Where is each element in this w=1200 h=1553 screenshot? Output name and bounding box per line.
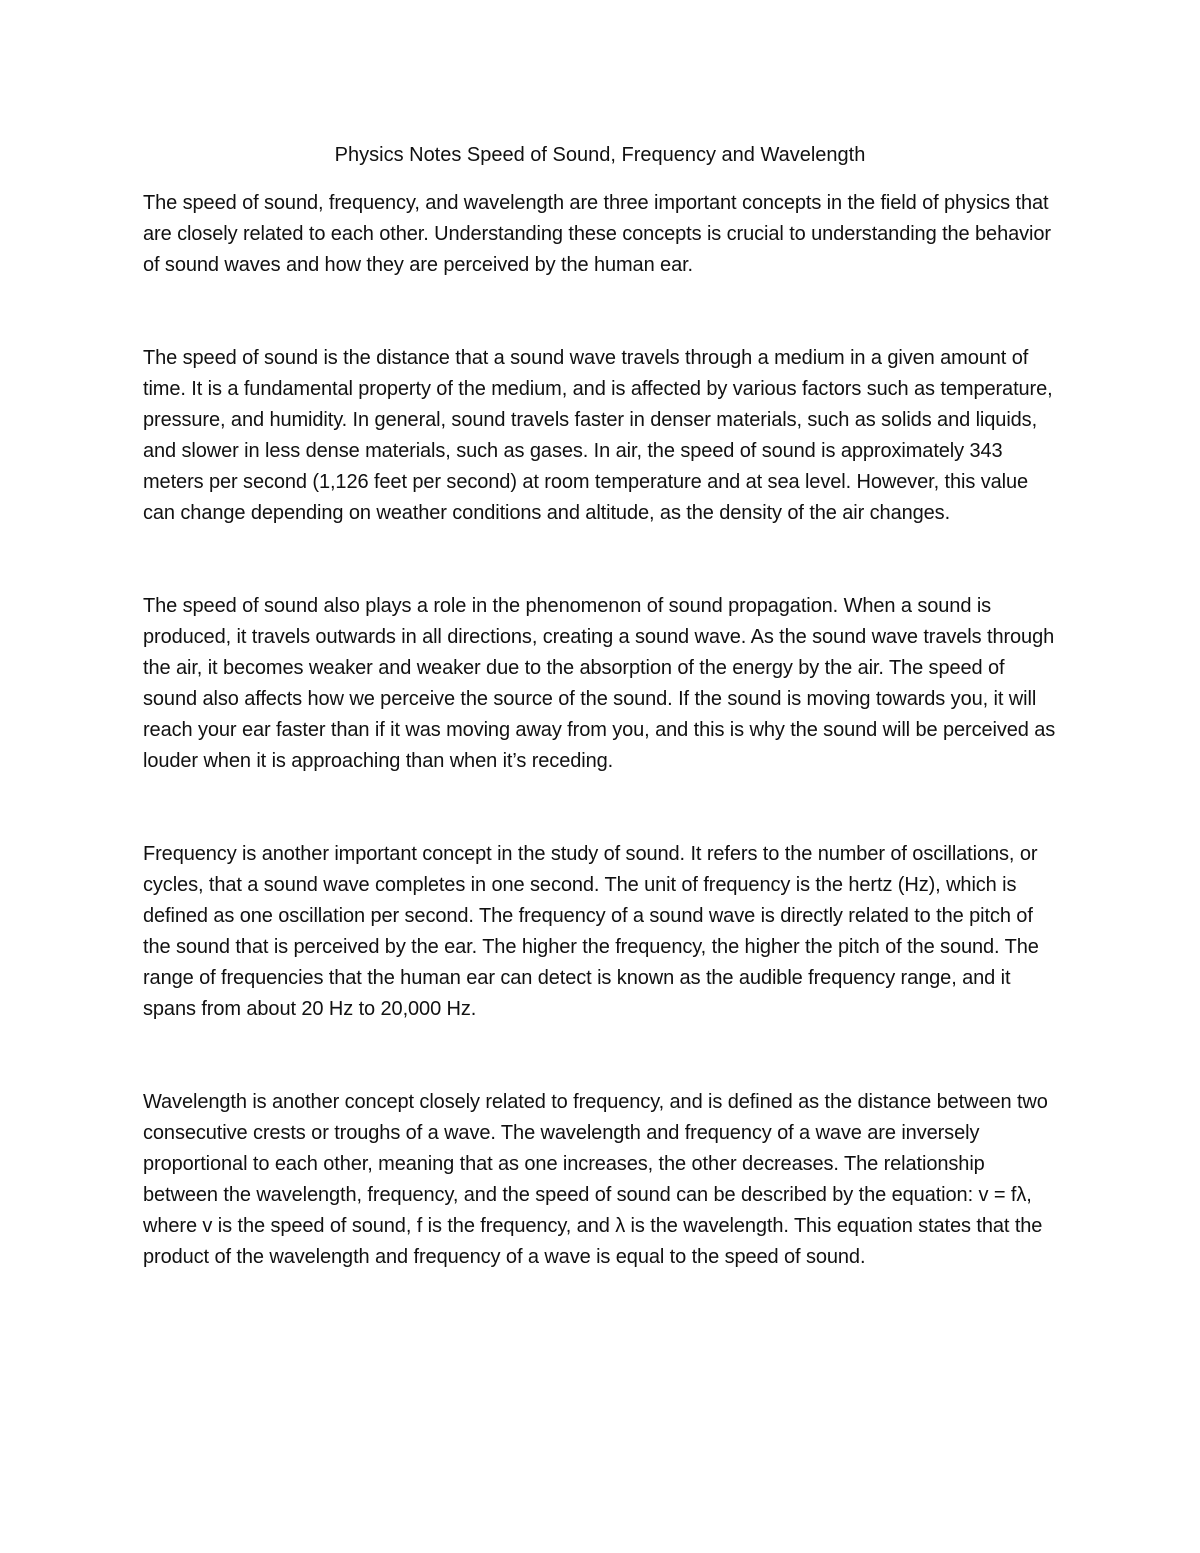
document-body	[143, 188, 1063, 1335]
document-title: Physics Notes Speed of Sound, Frequency and Wavelength	[334, 144, 866, 166]
paragraph-speed-of-sound: The speed of sound is the distance that a sound wave travels through a medium in a given amount of time. It is a fundamental property of the medium, and is affected by various factors such as temperature, pressure, and humidity. In general, sound travels faster in denser materials, such as solids and liquids, and slower in less dense materials, such as gases. In air, the speed of sound is approximately 343 meters per second (1,126 feet per second) at room temperature and at sea level. However, this value can change depending on weather conditions and altitude, as the density of the air changes.	[143, 347, 1053, 524]
paragraph-frequency: Frequency is another important concept in the study of sound. It refers to the number of oscillations, or cycles, that a sound wave completes in one second. The unit of frequency is the hertz (Hz), which is defined as one oscillation per second. The frequency of a sound wave is directly related to the pitch of the sound that is perceived by the ear. The higher the frequency, the higher the pitch of the sound. The range of frequencies that the human ear can detect is known as the audible frequency range, and it spans from about 20 Hz to 20,000 Hz.	[143, 843, 1039, 1020]
paragraph-wavelength: Wavelength is another concept closely related to frequency, and is defined as the distance between two consecutive crests or troughs of a wave. The wavelength and frequency of a wave are inversely proportional to each other, meaning that as one increases, the other decreases. The relationship between the wavelength, frequency, and the speed of sound can be described by the equation: v = fλ, where v is the speed of sound, f is the frequency, and λ is the wavelength. This equation states that the product of the wavelength and frequency of a wave is equal to the speed of sound.	[143, 1091, 1048, 1268]
paragraph-sound-propagation: The speed of sound also plays a role in the phenomenon of sound propagation. When a sound is produced, it travels outwards in all directions, creating a sound wave. As the sound wave travels through the air, it becomes weaker and weaker due to the absorption of the energy by the air. The speed of sound also affects how we perceive the source of the sound. If the sound is moving towards you, it will reach your ear faster than if it was moving away from you, and this is why the sound will be perceived as louder when it is approaching than when it’s receding.	[143, 595, 1056, 772]
paragraph-intro: The speed of sound, frequency, and wavelength are three important concepts in the field of physics that are closely related to each other. Understanding these concepts is crucial to understanding the behavior of sound waves and how they are perceived by the human ear.	[143, 192, 1051, 276]
